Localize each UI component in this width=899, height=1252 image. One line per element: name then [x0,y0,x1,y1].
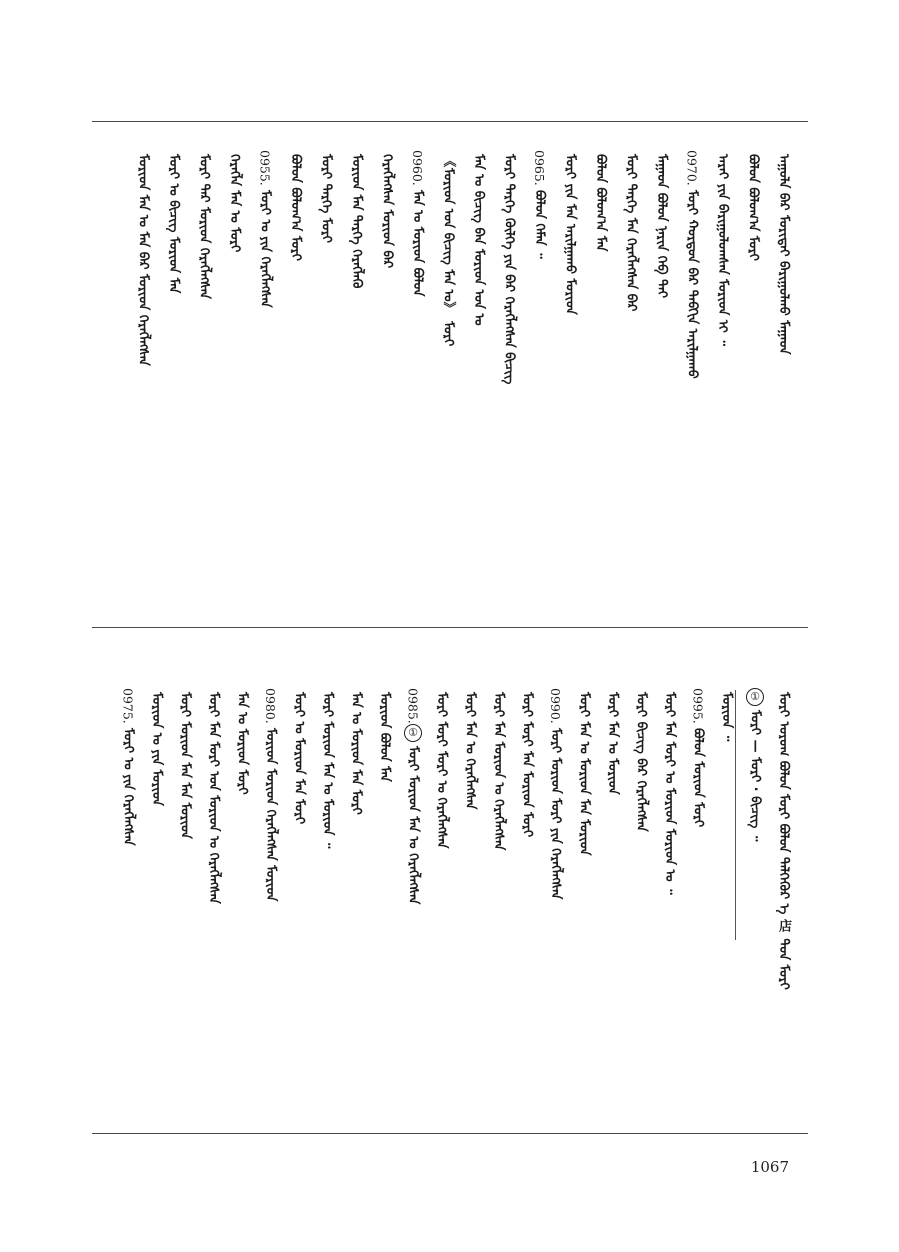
column-text: ᠮᠣᠷᠢ ᠲᠡᠷᠭᠡ ᠬᠦᠯᠭᠡ ᠶᠢᠨ ᠪᠠᠷ ᠬᠡᠷᠡᠭᠯᠡᠭᠰᠡᠨ ᠪᠢᠴᠢᠭ [501,154,517,385]
column-text: ᠮᠣᠷᠢ ᠮᠣᠷᠢ ᠮᠣᠷᠢ ᠤ ᠬᠡᠷᠡᠭᠯᠡᠭᠰᠡᠨ [434,692,449,849]
text-column [172,688,198,1118]
column-text: ᠬᠡᠷᠡᠭᠯᠡᠭᠰᠡᠨ ᠮᠣᠷᠢᠳ ᠪᠠᠷ [379,154,395,269]
text-column [428,688,454,1118]
line-number: 0975. [120,688,136,724]
column-text: ᠪᠣᠯᠤᠨ ᠪᠣᠯᠤᠭ᠎ᠠ ᠮᠠᠨ [593,154,608,252]
text-column [252,150,278,610]
column-text: ᠮᠣᠷᠢ ᠮᠠᠨ ᠤ ᠮᠣᠷᠢᠳ ᠮᠠᠨ ᠮᠣᠷᠢᠳ [576,692,592,856]
text-column [485,688,511,1118]
text-column [648,150,674,610]
text-column [496,150,522,610]
footnote-marker: ① [404,724,422,742]
text-column [371,688,397,1118]
text-column [115,688,141,1118]
column-text: ᠮᠣᠷᠢᠳ ᠮᠣᠷᠢᠳ ᠬᠡᠷᠡᠭᠯᠡᠭᠰᠡᠨ ᠮᠣᠷᠢᠳ [263,727,278,902]
column-text: ᠬᠡᠷᠡᠭᠯᠡ ᠮᠠᠨ ᠤ ᠮᠣᠷᠢ [227,154,242,253]
text-column [713,688,739,1118]
text-column [656,688,682,1118]
line-number: 0970. [684,150,700,186]
text-column [679,150,705,610]
text-column [618,150,644,610]
text-column [404,150,430,610]
text-column [599,688,625,1118]
column-text: ᠮᠣᠷᠢ ᠲᠡᠷᠭᠡ ᠮᠣᠷᠢ [318,154,334,243]
column-text: ᠮᠣᠷᠢ ᠮᠠᠨ ᠮᠣᠷᠢ ᠤᠨ ᠮᠣᠷᠢᠳ ᠤ ᠬᠡᠷᠡᠭᠯᠡᠭᠰᠡᠨ [206,692,221,904]
column-text: ᠮᠣᠷᠢᠳ ᠪᠣᠯᠤᠨ ᠮᠠᠨ [377,692,392,782]
column-text: ᠮᠣᠷᠢ ᠤ ᠶᠢᠨ ᠬᠡᠷᠡᠭᠯᠡᠭᠰᠡᠨ [257,189,273,308]
text-column [221,150,247,610]
text-column [557,150,583,610]
column-text: ᠪᠣᠯᠤᠨ ᠬᠡᠮᠡᠨ ᠃ [532,189,547,259]
text-column [770,150,796,610]
text-column [400,688,426,1118]
column-text: ᠠᠷᠠᠢ ᠶᠢᠨ ᠪᠠᠷᠢᠭᠤᠯᠤᠭᠰᠠᠨ ᠮᠣᠷᠢᠳ ᠢ ᠃ [715,154,730,346]
text-column [435,150,461,610]
column-text: ᠮᠣᠷᠢ ᠮᠠᠨ ᠮᠣᠷᠢ ᠤ ᠮᠣᠷᠢᠳ ᠮᠣᠷᠢᠳ ᠤ ᠃ [662,692,677,895]
line-number: 0965. [532,150,547,186]
column-text: ᠪᠣᠯᠤᠨ ᠮᠣᠷᠢᠳ ᠮᠣᠷᠢ [690,727,706,827]
column-text: ᠮᠣᠷᠢ ᠲᠡᠷ ᠮᠣᠷᠢᠳ ᠬᠡᠷᠡᠭᠯᠡᠭᠰᠡᠨ [196,154,212,299]
column-text: 《ᠮᠣᠷᠢᠳ ᠤᠨ ᠪᠢᠴᠢᠭ ᠮᠠᠨ ᠤ》 ᠮᠣᠷᠢ [440,154,456,347]
column-text: ᠮᠣᠷᠢ ᠮᠣᠷᠢᠳ ᠮᠠᠨ ᠤ ᠮᠣᠷᠢᠳ ᠃ [320,692,335,849]
text-column [571,688,597,1118]
column-text: ᠮᠣᠷᠢᠳ ᠮᠠᠨ ᠤ ᠮᠠᠨ ᠪᠠᠷ ᠮᠣᠷᠢᠳ ᠬᠡᠷᠡᠭᠯᠡᠭᠰᠡᠨ [135,154,151,366]
page-number: 1067 [750,1158,789,1176]
text-column [200,688,226,1118]
column-text: ᠮᠣᠷᠢ ᠪᠢᠴᠢᠭ ᠪᠠᠷ ᠬᠡᠷᠡᠭᠯᠡᠭᠰᠡᠨ [633,692,649,832]
line-number: 0990. [548,688,563,724]
text-column [709,150,735,610]
footnote-marker: ① [746,688,764,706]
text-column [685,688,711,1118]
text-column [313,150,339,610]
column-text: ᠮᠣᠷᠢ ᠮᠣᠷᠢᠳ ᠮᠠᠨ ᠮᠠᠨ ᠮᠣᠷᠢᠳ [177,692,193,839]
top-rule [92,121,808,122]
column-text: ᠮᠠᠭᠠᠳ ᠪᠣᠯᠤᠨ ᠨᠠᠷᠢᠨ ᠬᠡᠪ ᠲᠡᠢ [654,154,669,299]
text-column [314,688,340,1118]
column-text: ᠮᠣᠷᠢ — ᠮᠣᠷᠢ · ᠪᠢᠴᠢᠭ ᠃ [747,710,763,842]
text-column [282,150,308,610]
column-text: ᠮᠣᠷᠢ ᠤ ᠶᠢᠨ ᠬᠡᠷᠡᠭᠯᠡᠭᠰᠡᠨ [120,727,136,846]
text-column [628,688,654,1118]
text-column [343,688,369,1118]
column-text: ᠮᠠᠨ ᠤ ᠮᠣᠷᠢᠳ ᠮᠣᠷᠢ [234,692,250,795]
line-number: 0980. [263,688,278,724]
text-column [770,688,796,1118]
middle-rule [92,627,808,628]
bottom-rule [92,1133,808,1134]
column-text: ᠮᠣᠷᠢ ᠤ ᠪᠢᠴᠢᠭ ᠮᠣᠷᠢᠳ ᠮᠠᠨ [166,154,181,294]
text-column [343,150,369,610]
line-number: 0955. [257,150,273,186]
column-text: ᠮᠣᠷᠢ ᠬᠤᠷᠳᠤᠨ ᠪᠠᠷ ᠳᠠᠪᠬᠢᠨ ᠠᠷᠢᠯᠭᠠᠬᠤ [684,189,700,379]
text-column [257,688,283,1118]
text-column [130,150,156,610]
text-column [374,150,400,610]
text-column [542,688,568,1118]
column-text: ᠮᠠᠨ ᠤ ᠪᠢᠴᠢᠭ ᠪᠠᠨ ᠮᠣᠷᠢᠳ ᠤᠨ ᠤ [471,154,486,326]
text-column [143,688,169,1118]
column-text: ᠪᠣᠯᠤᠨ ᠪᠣᠯᠤᠭ᠎ᠠ ᠮᠣᠷᠢ [745,154,761,261]
text-column [740,150,766,610]
text-column [465,150,491,610]
text-column [160,150,186,610]
column-text: ᠮᠣᠷᠢ ᠮᠣᠷᠢᠳ ᠮᠣᠷᠢ ᠶᠢᠨ ᠬᠡᠷᠡᠭᠯᠡᠭᠰᠡᠨ [548,727,563,900]
column-text: ᠮᠣᠷᠢᠳ ᠮᠠᠨ ᠲᠡᠷᠭᠡ ᠬᠡᠷᠡᠭᠯᠡᠬᠦ [349,154,364,289]
line-number: 0960. [410,150,425,186]
column-text: ᠮᠣᠷᠢ ᠮᠠᠨ ᠤ ᠮᠣᠷᠢᠳ [605,692,620,795]
column-text: ᠮᠣᠷᠢ ᠲᠡᠷᠭᠡ ᠮᠠᠨ ᠬᠡᠷᠡᠭᠯᠡᠭᠰᠡᠨ ᠪᠠᠷ [623,154,639,312]
text-column [286,688,312,1118]
text-column [457,688,483,1118]
column-text: ᠮᠣᠷᠢ ᠮᠠᠨ ᠮᠣᠷᠢᠳ ᠤ ᠬᠡᠷᠡᠭᠯᠡᠭᠰᠡᠨ [491,692,506,851]
text-column [742,688,768,1118]
column-text: ᠮᠣᠷᠢ ᠤ ᠮᠣᠷᠢᠳ ᠮᠠᠨ ᠮᠣᠷᠢ [291,692,307,825]
column-text: ᠪᠣᠯᠤᠨ ᠪᠣᠯᠤᠭ᠎ᠠ ᠮᠣᠷᠢ [288,154,303,261]
text-column [229,688,255,1118]
line-number: 0985. [405,688,421,724]
text-column [191,150,217,610]
line-number: 0995. [690,688,706,724]
column-text: ᠮᠣᠷᠢ ᠮᠣᠷᠢ ᠮᠠᠨ ᠮᠣᠷᠢᠳ ᠮᠣᠷᠢ [519,692,535,838]
text-column [526,150,552,610]
text-column [514,688,540,1118]
column-text: ᠮᠣᠷᠢ ᠮᠠᠨ ᠤ ᠬᠡᠷᠡᠭᠯᠡᠭᠰᠡᠨ [462,692,478,810]
column-text: ᠠᠭᠤᠯᠠ ᠪᠠᠷ ᠮᠣᠷᠢᠲᠠᠢ ᠪᠠᠷᠢᠭᠤᠯᠬᠤ ᠮᠠᠭᠠᠳ [776,154,791,355]
column-text: ᠮᠣᠷᠢ ᠤᠷᠤᠭ ᠪᠣᠯᠤᠨ ᠮᠣᠷᠢ ᠪᠣᠯᠤᠨ ᠳᠡᠯᠭᠡᠭᠦᠷ ᠡ 店 ᠳᠤᠨ ᠮᠣᠷᠢ [776,692,791,990]
column-text: ᠮᠠᠨ ᠤ ᠮᠣᠷᠢᠳ ᠮᠠᠨ ᠮᠣᠷᠢ [348,692,364,815]
column-text: ᠮᠣᠷᠢ ᠶᠢᠨ ᠮᠠᠨ ᠠᠷᠢᠯᠭᠠᠬᠤ ᠮᠣᠷᠢᠳ [562,154,578,315]
column-text: ᠮᠠᠨ ᠤ ᠮᠣᠷᠢᠳ ᠪᠣᠯᠤᠨ [410,189,425,297]
text-column [587,150,613,610]
column-text: ᠮᠣᠷᠢᠳ ᠤ ᠶᠢᠨ ᠮᠣᠷᠢᠳ [149,692,164,806]
column-text: ᠮᠣᠷᠢᠳ ᠃ [719,692,734,742]
column-text: ᠮᠣᠷᠢ ᠮᠣᠷᠢᠳ ᠮᠠᠨ ᠤ ᠬᠡᠷᠡᠭᠯᠡᠭᠰᠡᠨ [405,745,421,905]
